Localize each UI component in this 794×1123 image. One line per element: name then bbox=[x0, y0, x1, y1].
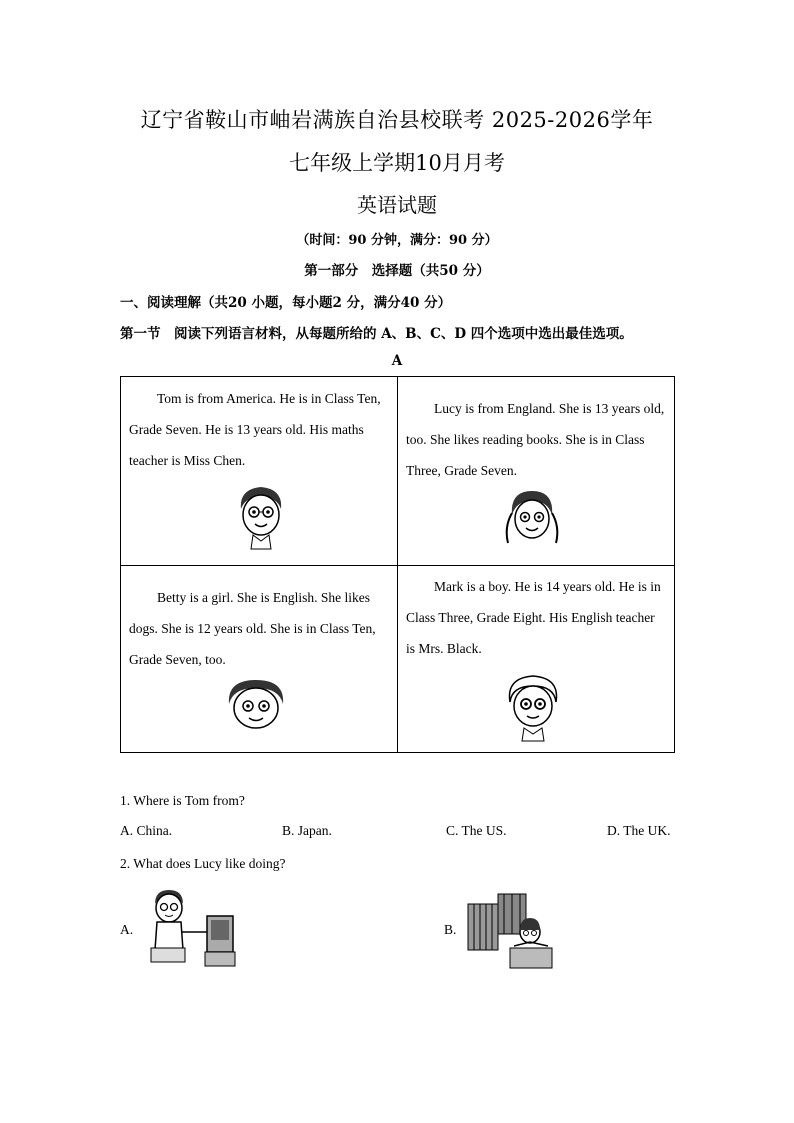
girl-face-icon bbox=[223, 678, 289, 738]
card-text: Betty is a girl. She is English. She likes dogs. She is 12 years old. She is in Class Ten, Grade Seven, too. bbox=[129, 590, 376, 667]
q1-option-c[interactable]: C. The US. bbox=[446, 823, 507, 838]
q1-option-b[interactable]: B. Japan. bbox=[282, 823, 332, 838]
q1-option-d[interactable]: D. The UK. bbox=[607, 823, 671, 838]
section-heading: 一、阅读理解（共20 小题，每小题2 分，满分40 分） bbox=[120, 295, 452, 311]
exam-title-line2: 七年级上学期10月月考 bbox=[289, 151, 505, 175]
part-title: 第一部分 选择题（共50 分） bbox=[304, 263, 490, 279]
card-text: Tom is from America. He is in Class Ten, Grade Seven. He is 13 years old. His maths teacher is Miss Chen. bbox=[129, 391, 381, 468]
time-score-info: （时间：90 分钟，满分：90 分） bbox=[296, 233, 498, 248]
exam-subject: 英语试题 bbox=[357, 193, 437, 217]
boy-watching-tv-picture bbox=[145, 888, 245, 970]
question-1-stem: 1. Where is Tom from? bbox=[120, 793, 245, 808]
card-text: Lucy is from England. She is 13 years old, too. She likes reading books. She is in Class Three, Grade Seven. bbox=[406, 401, 665, 478]
girl-reading-books-picture bbox=[466, 888, 556, 972]
q2-option-b[interactable]: B. bbox=[444, 922, 457, 937]
q2-option-a[interactable]: A. bbox=[120, 922, 134, 937]
boy-face-icon bbox=[233, 483, 289, 551]
card-text: Mark is a boy. He is 14 years old. He is in Class Three, Grade Eight. His English teacher is Mrs. Black. bbox=[406, 579, 661, 656]
card-betty bbox=[121, 566, 398, 753]
card-mark bbox=[398, 566, 675, 753]
passage-label: A bbox=[391, 353, 403, 369]
card-tom bbox=[121, 377, 398, 566]
boy-face-icon bbox=[504, 674, 562, 742]
passage-table bbox=[120, 376, 675, 753]
section-instruction: 第一节 阅读下列语言材料，从每题所给的 A、B、C、D 四个选项中选出最佳选项。 bbox=[120, 326, 633, 342]
card-lucy bbox=[398, 377, 675, 566]
girl-face-icon bbox=[502, 487, 562, 551]
exam-title-line1: 辽宁省鞍山市岫岩满族自治县校联考 2025-2026学年 bbox=[140, 108, 654, 132]
question-2-stem: 2. What does Lucy like doing? bbox=[120, 856, 286, 871]
q1-option-a[interactable]: A. China. bbox=[120, 823, 173, 838]
